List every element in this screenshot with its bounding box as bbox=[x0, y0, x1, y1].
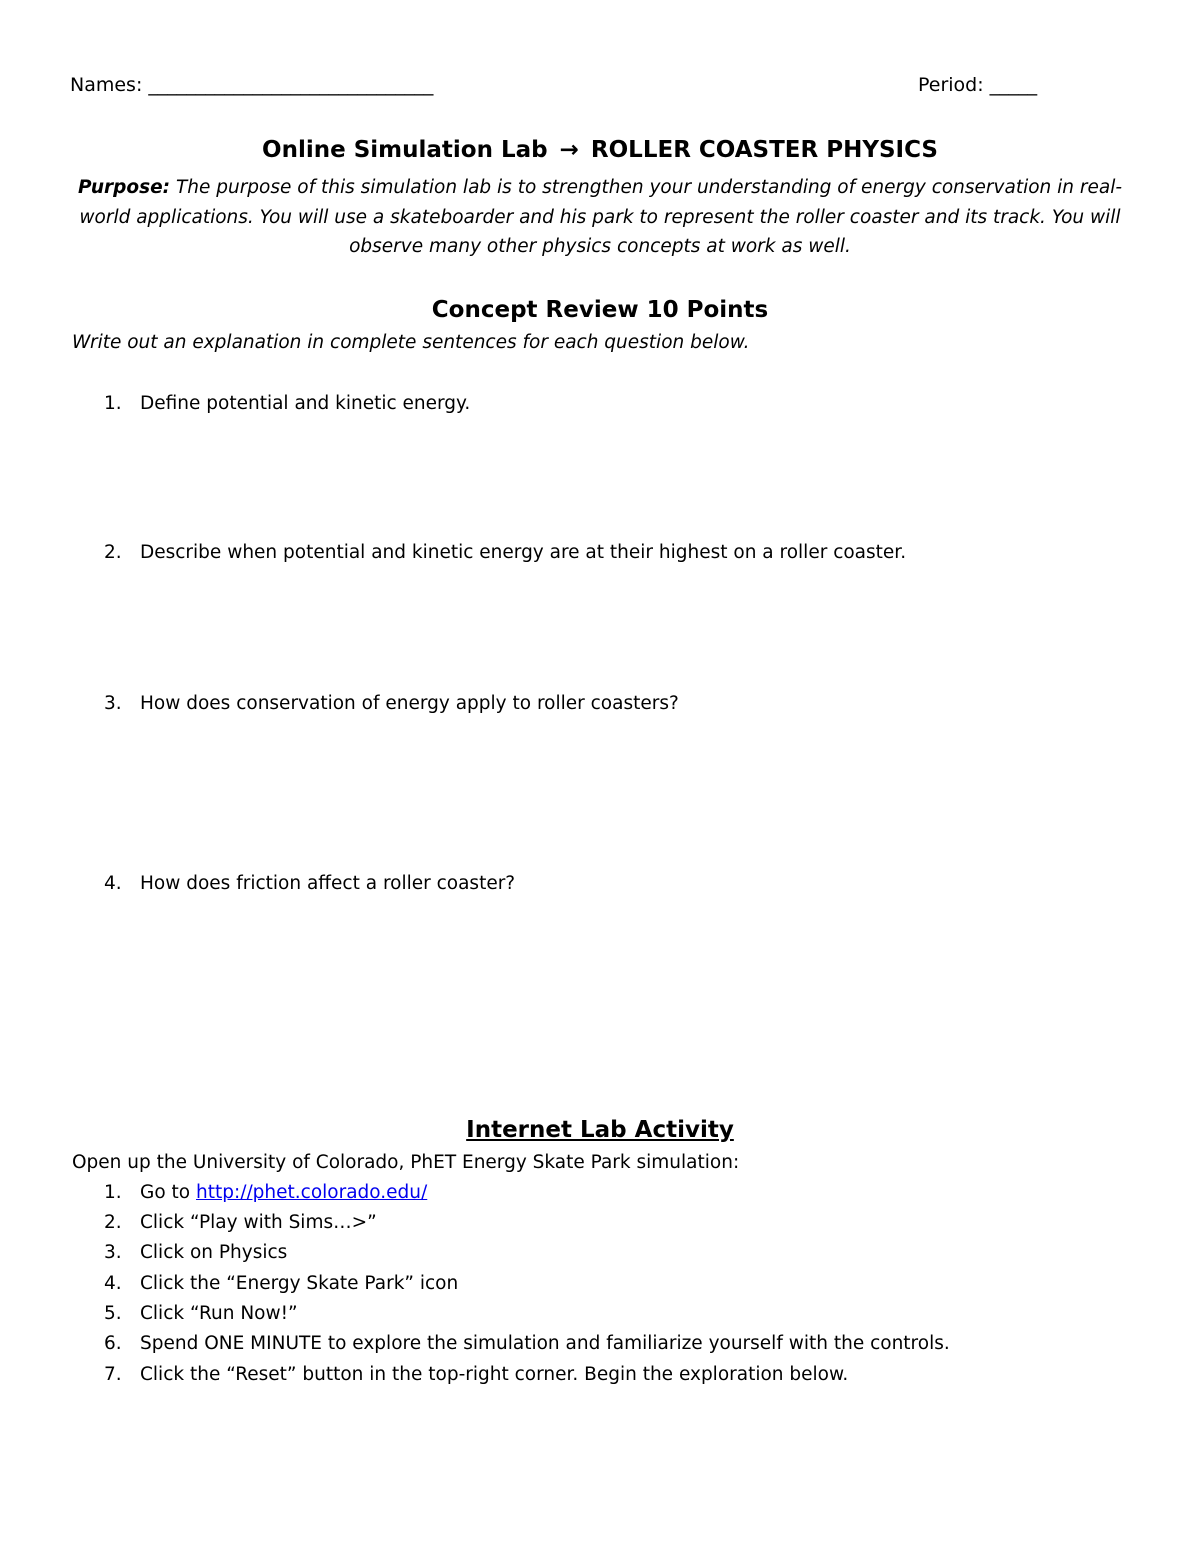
purpose-paragraph bbox=[75, 173, 1125, 262]
step-number: 5. bbox=[104, 1303, 122, 1324]
purpose-label: Purpose: bbox=[77, 177, 171, 198]
step-item bbox=[104, 1303, 298, 1324]
question-number: 3. bbox=[104, 693, 122, 714]
internet-lab-heading: Internet Lab Activity bbox=[466, 1117, 734, 1143]
question-number: 2. bbox=[104, 542, 122, 563]
purpose-text: The purpose of this simulation lab is to strengthen your understanding of energy conservation in real-world applications. You will use a skateboarder and his park to represent the roller coaster and its track. You will observe many other physics concepts at work as well. bbox=[79, 177, 1123, 257]
internet-lab-intro: Open up the University of Colorado, PhET Energy Skate Park simulation: bbox=[72, 1152, 740, 1173]
step-text: Click the “Reset” button in the top-right corner. Begin the exploration below. bbox=[140, 1364, 849, 1385]
period-field: Period: _____ bbox=[918, 74, 1038, 96]
right-arrow-icon: → bbox=[559, 137, 579, 163]
step-number: 2. bbox=[104, 1212, 122, 1233]
concept-review-instruction: Write out an explanation in complete sentences for each question below. bbox=[72, 332, 750, 353]
question-text: How does conservation of energy apply to roller coasters? bbox=[140, 693, 679, 714]
step-item bbox=[104, 1212, 377, 1233]
step-number: 7. bbox=[104, 1364, 122, 1385]
question-number: 1. bbox=[104, 393, 122, 414]
step-text: Click on Physics bbox=[140, 1242, 288, 1263]
step-text: Go to bbox=[140, 1182, 196, 1203]
step-item bbox=[104, 1364, 848, 1385]
step-text: Click “Play with Sims…>” bbox=[140, 1212, 377, 1233]
question-text: Define potential and kinetic energy. bbox=[140, 393, 471, 414]
step-number: 6. bbox=[104, 1333, 122, 1354]
step-text: Click “Run Now!” bbox=[140, 1303, 298, 1324]
question-text: Describe when potential and kinetic energy are at their highest on a roller coaster. bbox=[140, 542, 907, 563]
page-title bbox=[0, 137, 1200, 163]
concept-review-heading: Concept Review 10 Points bbox=[431, 297, 769, 323]
names-field: Names: ______________________________ bbox=[70, 74, 434, 96]
step-item bbox=[104, 1333, 950, 1354]
header-row bbox=[70, 74, 1070, 104]
question-text: How does friction affect a roller coaster? bbox=[140, 873, 516, 894]
question-item bbox=[104, 693, 679, 714]
step-text: Spend ONE MINUTE to explore the simulation and familiarize yourself with the controls. bbox=[140, 1333, 950, 1354]
phet-link[interactable]: http://phet.colorado.edu/ bbox=[196, 1182, 428, 1203]
step-item bbox=[104, 1273, 458, 1294]
step-number: 1. bbox=[104, 1182, 122, 1203]
title-right: ROLLER COASTER PHYSICS bbox=[590, 137, 938, 163]
step-number: 4. bbox=[104, 1273, 122, 1294]
title-left: Online Simulation Lab bbox=[262, 137, 548, 163]
step-text: Click the “Energy Skate Park” icon bbox=[140, 1273, 459, 1294]
step-number: 3. bbox=[104, 1242, 122, 1263]
question-item bbox=[104, 542, 906, 563]
question-item bbox=[104, 873, 515, 894]
step-item bbox=[104, 1242, 287, 1263]
question-item bbox=[104, 393, 470, 414]
question-number: 4. bbox=[104, 873, 122, 894]
step-item bbox=[104, 1182, 427, 1203]
